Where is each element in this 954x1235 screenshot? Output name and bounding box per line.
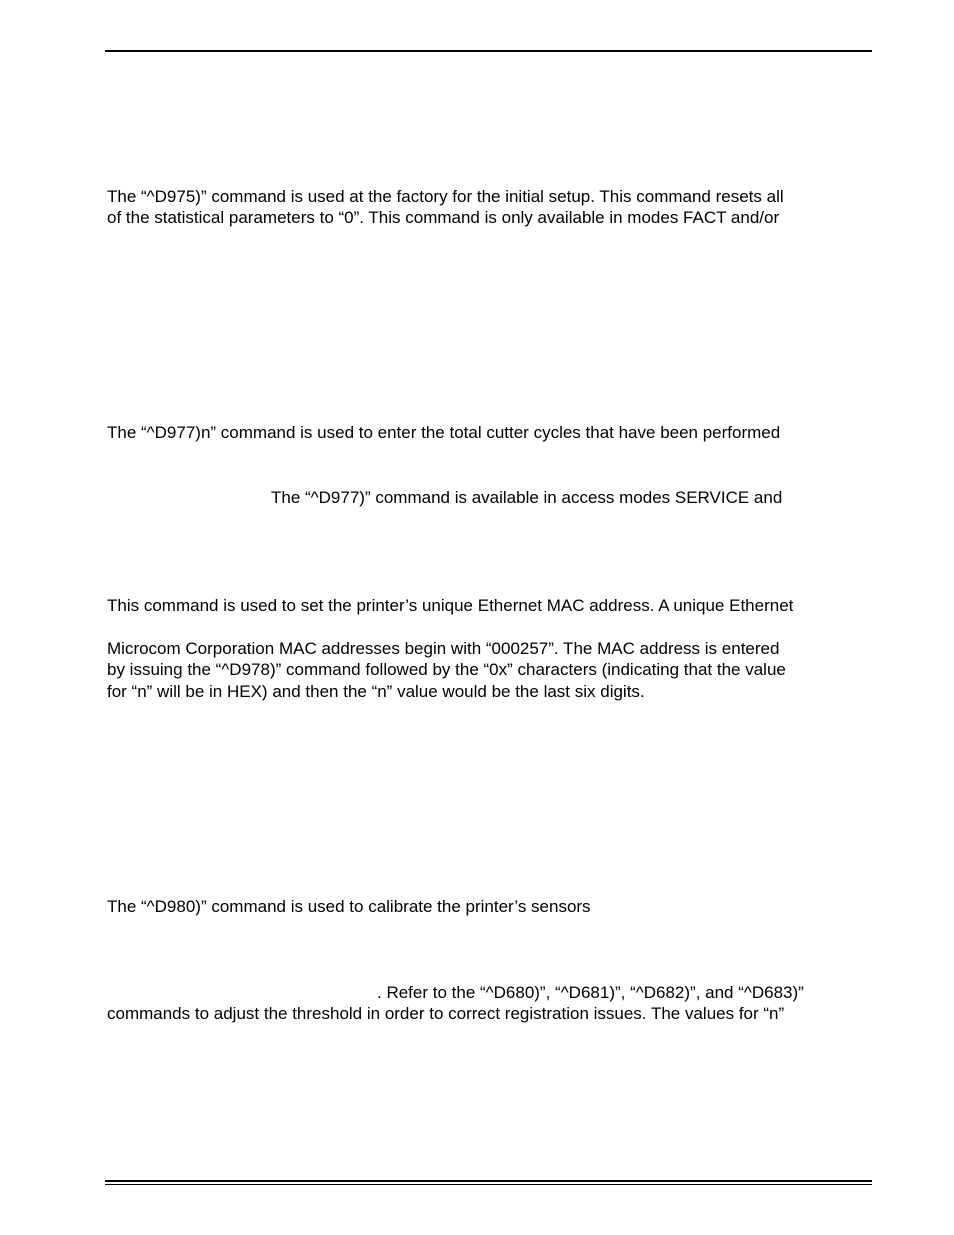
footer-rule: [105, 1180, 872, 1182]
d977-text-line-1: The “^D977)n” command is used to enter the total cutter cycles that have been performed: [107, 423, 781, 442]
d977-text-line-2: The “^D977)” command is available in access modes SERVICE and: [271, 488, 783, 507]
d978-text-line-4: for “n” will be in HEX) and then the “n” value would be the last six digits.: [107, 682, 645, 701]
d975-text-line-1: The “^D975)” command is used at the factory for the initial setup. This command resets all: [107, 187, 784, 206]
d980-text-line-3: commands to adjust the threshold in order to correct registration issues. The values for “n”: [107, 1004, 785, 1023]
d980-text-line-2: . Refer to the “^D680)”, “^D681)”, “^D682)”, and “^D683)”: [377, 983, 804, 1002]
header-rule: [105, 50, 872, 52]
d978-text-line-1: This command is used to set the printer’s unique Ethernet MAC address. A unique Ethernet: [107, 596, 794, 615]
d980-text-line-1: The “^D980)” command is used to calibrate the printer’s sensors: [107, 897, 591, 916]
d978-text-line-2: Microcom Corporation MAC addresses begin with “000257”. The MAC address is entered: [107, 639, 780, 658]
footer-rule-thin: [105, 1184, 872, 1185]
d978-text-line-3: by issuing the “^D978)” command followed by the “0x” characters (indicating that the value: [107, 660, 786, 679]
d975-text-line-2: of the statistical parameters to “0”. This command is only available in modes FACT and/or: [107, 208, 780, 227]
